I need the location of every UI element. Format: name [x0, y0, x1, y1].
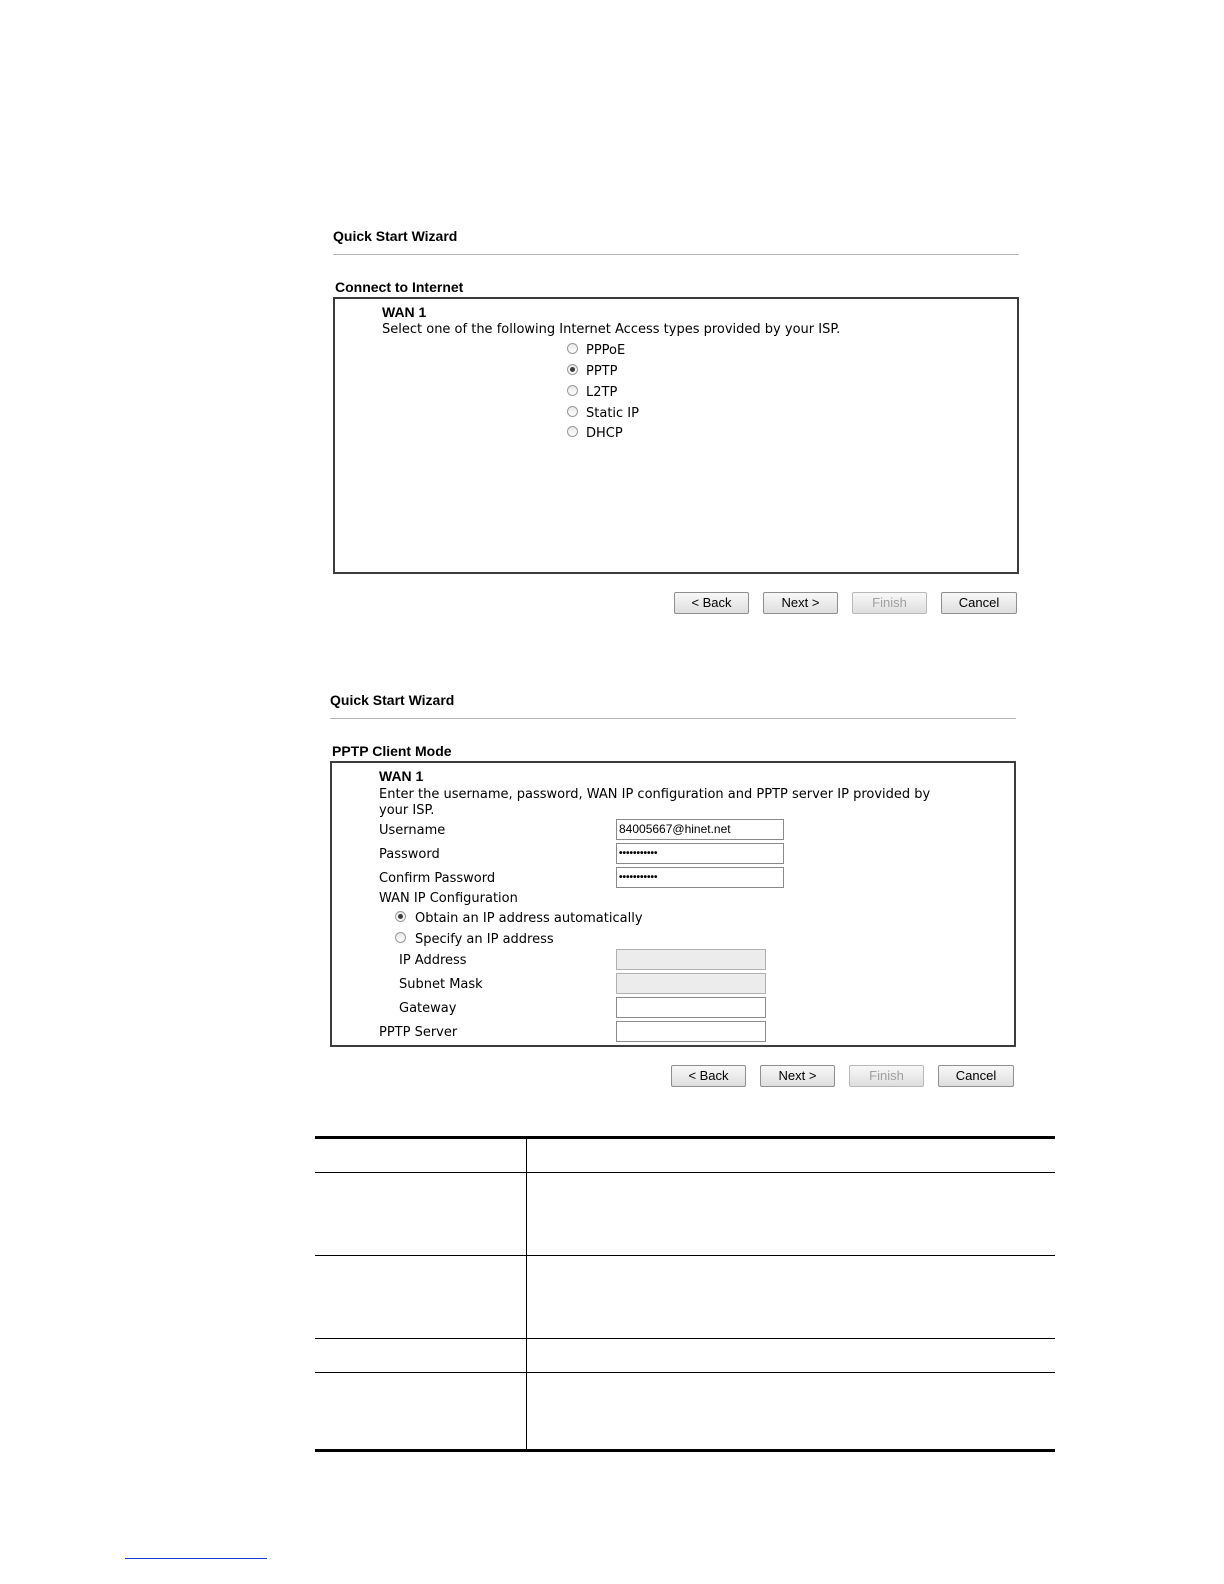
radio-label-l2tp: L2TP — [586, 385, 618, 400]
wizard1-next-button[interactable]: Next > — [763, 592, 838, 614]
footer-link-underline[interactable] — [125, 1558, 267, 1559]
gateway-input[interactable] — [616, 997, 766, 1018]
confirm-password-input[interactable]: ••••••••••• — [616, 867, 784, 888]
radio-label-pptp: PPTP — [586, 364, 618, 379]
gateway-label: Gateway — [399, 1001, 457, 1016]
table-row-divider — [315, 1372, 1055, 1373]
obtain-ip-auto-label: Obtain an IP address automatically — [415, 911, 643, 926]
ip-address-label: IP Address — [399, 953, 467, 968]
wizard2-divider — [330, 718, 1016, 719]
table-header-divider — [315, 1172, 1055, 1173]
pptp-server-input[interactable] — [616, 1021, 766, 1042]
ip-address-input[interactable] — [616, 949, 766, 970]
wizard2-cancel-button[interactable]: Cancel — [938, 1065, 1014, 1087]
wizard2-instruction: Enter the username, password, WAN IP configuration and PPTP server IP provided by your ISP. — [379, 787, 931, 818]
radio-obtain-ip-auto[interactable] — [395, 911, 406, 922]
radio-pppoe[interactable] — [567, 343, 578, 354]
table-top-border — [315, 1136, 1055, 1139]
radio-label-pppoe: PPPoE — [586, 343, 626, 358]
radio-l2tp[interactable] — [567, 385, 578, 396]
subnet-mask-input[interactable] — [616, 973, 766, 994]
pptp-server-label: PPTP Server — [379, 1025, 458, 1040]
wizard1-wan-label: WAN 1 — [382, 304, 427, 320]
wizard2-next-button[interactable]: Next > — [760, 1065, 835, 1087]
wizard1-cancel-button[interactable]: Cancel — [941, 592, 1017, 614]
radio-specify-ip[interactable] — [395, 932, 406, 943]
wizard2-back-button[interactable]: < Back — [671, 1065, 746, 1087]
wizard1-title: Quick Start Wizard — [333, 228, 458, 244]
specify-ip-label: Specify an IP address — [415, 932, 554, 947]
table-column-divider — [526, 1139, 527, 1449]
confirm-password-label: Confirm Password — [379, 871, 496, 886]
radio-label-static-ip: Static IP — [586, 406, 639, 421]
radio-pptp[interactable] — [567, 364, 578, 375]
wizard1-finish-button[interactable]: Finish — [852, 592, 927, 614]
wizard1-panel — [333, 297, 1019, 574]
wizard2-panel — [330, 761, 1016, 1047]
table-bottom-border — [315, 1449, 1055, 1452]
table-row-divider — [315, 1255, 1055, 1256]
wan-ip-config-label: WAN IP Configuration — [379, 891, 518, 906]
wizard2-wan-label: WAN 1 — [379, 768, 424, 784]
wizard1-section-title: Connect to Internet — [335, 279, 464, 295]
wizard2-section-title: PPTP Client Mode — [332, 743, 452, 759]
wizard2-title: Quick Start Wizard — [330, 692, 455, 708]
username-label: Username — [379, 823, 446, 838]
radio-label-dhcp: DHCP — [586, 426, 623, 441]
username-input[interactable]: 84005667@hinet.net — [616, 819, 784, 840]
wizard2-finish-button[interactable]: Finish — [849, 1065, 924, 1087]
radio-dhcp[interactable] — [567, 426, 578, 437]
password-label: Password — [379, 847, 440, 862]
table-row-divider — [315, 1338, 1055, 1339]
subnet-mask-label: Subnet Mask — [399, 977, 483, 992]
wizard1-back-button[interactable]: < Back — [674, 592, 749, 614]
wizard1-instruction: Select one of the following Internet Access types provided by your ISP. — [382, 322, 841, 337]
password-input[interactable]: ••••••••••• — [616, 843, 784, 864]
wizard1-divider — [333, 254, 1019, 255]
radio-static-ip[interactable] — [567, 406, 578, 417]
